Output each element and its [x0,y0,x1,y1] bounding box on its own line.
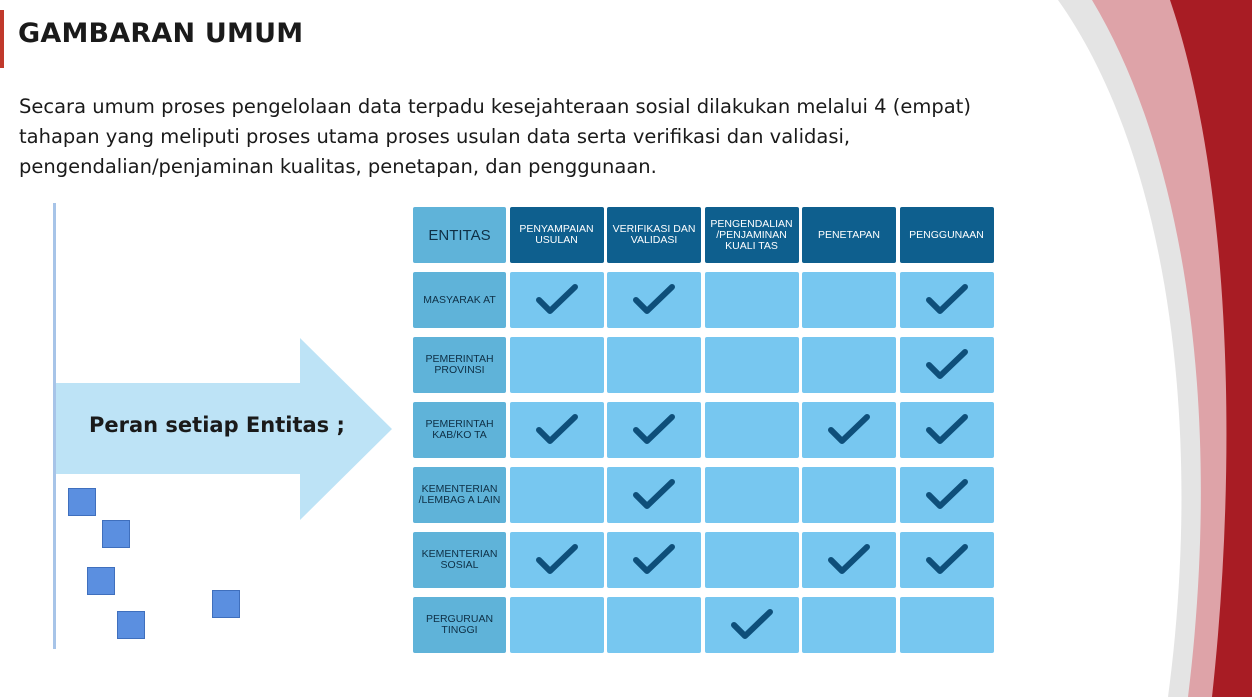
decorative-square [212,590,240,618]
table-cell [607,337,701,393]
table-cell [510,337,604,393]
checkmark-icon [925,478,969,512]
checkmark-icon [925,348,969,382]
table-cell [510,272,604,328]
table-cell [705,402,799,458]
row-label: PERGURUAN TINGGI [413,597,506,653]
table-cell [802,337,896,393]
table-cell [705,337,799,393]
checkmark-icon [827,413,871,447]
table-cell [900,272,994,328]
table-cell [607,597,701,653]
checkmark-icon [925,543,969,577]
table-cell [900,337,994,393]
decorative-square [102,520,130,548]
table-cell [705,597,799,653]
checkmark-icon [925,413,969,447]
decorative-square [68,488,96,516]
column-header: VERIFIKASI DAN VALIDASI [607,207,701,263]
decorative-square [117,611,145,639]
column-header: PENETAPAN [802,207,896,263]
table-cell [607,467,701,523]
checkmark-icon [827,543,871,577]
checkmark-icon [632,283,676,317]
row-label: PEMERINTAH PROVINSI [413,337,506,393]
table-cell [705,467,799,523]
slide-title: GAMBARAN UMUM [18,18,304,49]
column-header: PENYAMPAIAN USULAN [510,207,604,263]
table-cell [900,402,994,458]
row-label: KEMENTERIAN /LEMBAG A LAIN [413,467,506,523]
row-label: PEMERINTAH KAB/KO TA [413,402,506,458]
column-header: PENGGUNAAN [900,207,994,263]
entity-role-table [413,207,994,653]
intro-paragraph [19,92,979,182]
table-cell [607,532,701,588]
table-cell [900,597,994,653]
intro-line: Secara umum proses pengelolaan data terpadu kesejahteraan sosial dilakukan melalui 4 (empat) [19,95,971,118]
title-accent-bar [0,10,4,68]
table-corner-header: ENTITAS [413,207,506,263]
checkmark-icon [535,543,579,577]
table-cell [802,467,896,523]
table-cell [705,532,799,588]
table-cell [510,467,604,523]
intro-line: tahapan yang meliputi proses utama proses usulan data serta verifikasi dan validasi, [19,125,851,148]
checkmark-icon [632,413,676,447]
checkmark-icon [535,283,579,317]
table-cell [607,402,701,458]
table-cell [510,597,604,653]
checkmark-icon [535,413,579,447]
row-label: MASYARAK AT [413,272,506,328]
checkmark-icon [632,543,676,577]
column-header: PENGENDALIAN /PENJAMINAN KUALI TAS [705,207,799,263]
table-cell [802,272,896,328]
intro-line: pengendalian/penjaminan kualitas, penetapan, dan penggunaan. [19,155,657,178]
table-cell [705,272,799,328]
checkmark-icon [730,608,774,642]
arrow-label: Peran setiap Entitas ; [89,413,345,437]
table-cell [510,402,604,458]
checkmark-icon [925,283,969,317]
table-cell [802,402,896,458]
row-label: KEMENTERIAN SOSIAL [413,532,506,588]
table-cell [510,532,604,588]
table-cell [802,532,896,588]
checkmark-icon [632,478,676,512]
decorative-square [87,567,115,595]
table-cell [900,467,994,523]
table-cell [802,597,896,653]
table-cell [900,532,994,588]
table-cell [607,272,701,328]
